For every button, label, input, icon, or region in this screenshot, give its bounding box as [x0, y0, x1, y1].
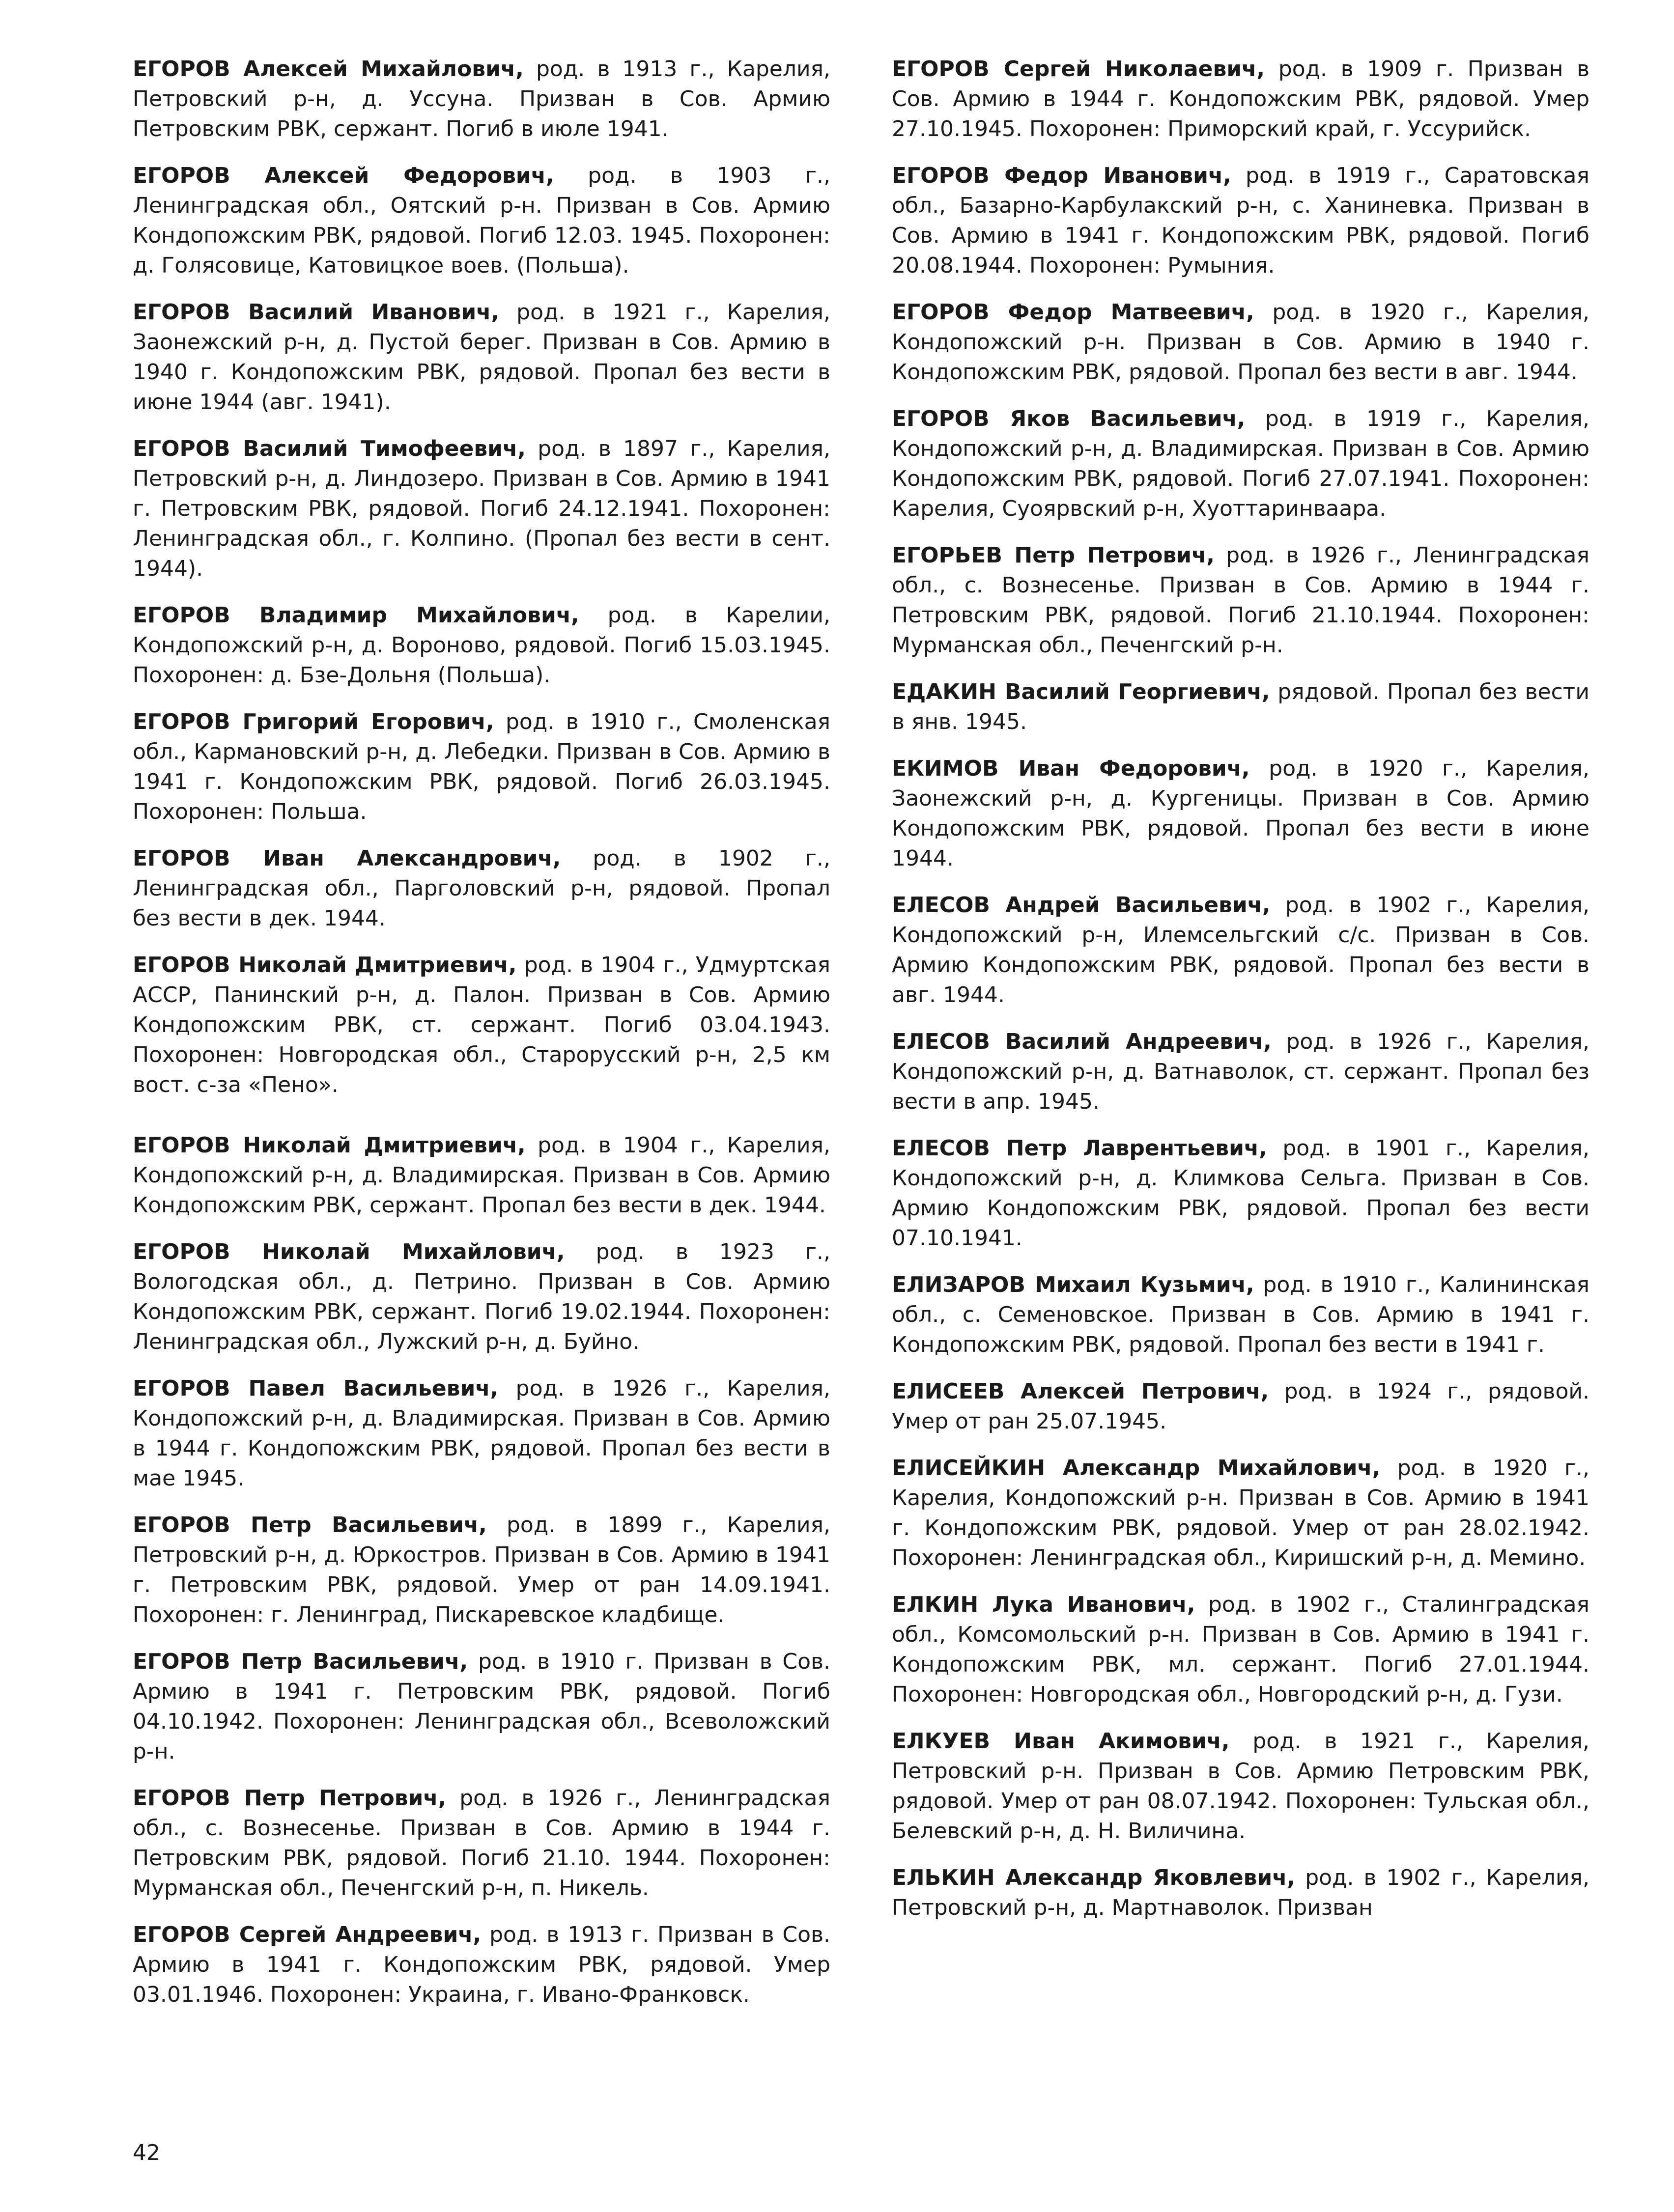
entry-text: род. в 1902 г., Карелия, Петровский р-н, д. Мартнаволок. Призван: [892, 1865, 1590, 1920]
entry-text: род. в 1904 г., Карелия, Кондопожский р-н, д. Владимирская. Призван в Сов. Армию Кондопожским РВК, сержант. Пропал без вести в дек. 1944.: [133, 1133, 830, 1218]
entry-name: ЕЛИЗАРОВ Михаил Кузьмич,: [892, 1272, 1254, 1297]
entry: [133, 1510, 830, 1630]
entry-name: ЕЛЕСОВ Андрей Васильевич,: [892, 893, 1271, 918]
entry-text: рядовой. Пропал без вести в янв. 1945.: [892, 679, 1590, 734]
entry-text: род. в 1903 г., Ленинградская обл., Оятский р-н. Призван в Сов. Армию Кондопожским РВК, рядовой. Погиб 12.03. 1945. Похоронен: д. Голясовице, Катовицкое воев. (Польша).: [133, 163, 831, 278]
entry: [892, 754, 1589, 873]
entry-text: род. в 1926 г., Ленинградская обл., с. Вознесенье. Призван в Сов. Армию в 1944 г. Петровским РВК, рядовой. Погиб 21.10.1944. Похоронен: Мурманская обл., Печенгский р-н.: [892, 543, 1589, 658]
entry: [892, 677, 1589, 737]
entry: [892, 1270, 1589, 1360]
entry: [892, 1726, 1589, 1846]
entry: [892, 1590, 1589, 1709]
entry: [892, 404, 1589, 524]
left-column: [133, 54, 830, 2026]
entry-name: ЕГОРОВ Петр Васильевич,: [133, 1512, 487, 1538]
entry-text: род. в 1910 г., Калининская обл., с. Семеновское. Призван в Сов. Армию в 1941 г. Кондопожским РВК, рядовой. Пропал без вести в 1941 г.: [892, 1272, 1590, 1357]
entry-name: ЕГОРОВ Федор Иванович,: [892, 163, 1231, 188]
entry-text: род. в 1920 г., Карелия, Заонежский р-н, д. Кургеницы. Призван в Сов. Армию Кондопожским РВК, рядовой. Пропал без вести в июне 1944.: [892, 756, 1590, 871]
entry-text: род. в 1913 г., Карелия, Петровский р-н, д. Уссуна. Призван в Сов. Армию Петровским РВК, сержант. Погиб в июле 1941.: [133, 56, 830, 141]
entry: [133, 1647, 830, 1766]
entry-name: ЕГОРОВ Яков Васильевич,: [892, 406, 1246, 431]
entry-text: род. в 1921 г., Карелия, Заонежский р-н, д. Пустой берег. Призван в Сов. Армию в 1940 г. Кондопожским РВК, рядовой. Пропал без вести в июне 1944 (авг. 1941).: [133, 300, 831, 415]
entry-text: род. в 1920 г., Карелия, Кондопожский р-н. Призван в Сов. Армию в 1940 г. Кондопожским РВК, рядовой. Пропал без вести в авг. 1944.: [892, 300, 1589, 385]
entry: [133, 54, 830, 144]
entry: [133, 1237, 830, 1357]
entry: [892, 1453, 1589, 1573]
page-number: 42: [133, 2140, 160, 2165]
entry-text: род. в 1902 г., Карелия, Кондопожский р-н, Илемсельгский с/с. Призван в Сов. Армию Кондопожским РВК, рядовой. Пропал без вести в авг. 1944.: [892, 893, 1590, 1008]
entry: [133, 1373, 830, 1493]
entry-name: ЕГОРОВ Петр Петрович,: [133, 1786, 447, 1811]
entry-text: род. в 1923 г., Вологодская обл., д. Петрино. Призван в Сов. Армию Кондопожским РВК, сержант. Погиб 19.02.1944. Похоронен: Ленинградская обл., Лужский р-н, д. Буйно.: [133, 1239, 831, 1354]
entry: [892, 1863, 1589, 1923]
entry-text: род. в 1910 г. Призван в Сов. Армию в 1941 г. Петровским РВК, рядовой. Погиб 04.10.1942. Похоронен: Ленинградская обл., Всеволожский р-н.: [133, 1649, 830, 1764]
entry-name: ЕГОРОВ Василий Иванович,: [133, 300, 500, 325]
entry-name: ЕДАКИН Василий Георгиевич,: [892, 679, 1270, 704]
entry: [892, 1027, 1589, 1117]
entry: [133, 707, 830, 827]
entry-text: род. в 1909 г. Призван в Сов. Армию в 1944 г. Кондопожским РВК, рядовой. Умер 27.10.1945. Похоронен: Приморский край, г. Уссурийск.: [892, 56, 1589, 141]
entry-name: ЕКИМОВ Иван Федорович,: [892, 756, 1250, 781]
right-column: [892, 54, 1589, 1939]
entry-name: ЕЛЬКИН Александр Яковлевич,: [892, 1865, 1296, 1890]
entry-text: род. в 1913 г. Призван в Сов. Армию в 1941 г. Кондопожским РВК, рядовой. Умер 03.01.1946. Похоронен: Украина, г. Ивано-Франковск.: [133, 1922, 830, 2007]
entry: [892, 1376, 1589, 1436]
entry: [133, 297, 830, 417]
entry-name: ЕГОРОВ Николай Дмитриевич,: [133, 952, 517, 978]
entry-name: ЕЛИСЕЙКИН Александр Михайлович,: [892, 1456, 1381, 1481]
entry: [133, 600, 830, 690]
entry-name: ЕГОРОВ Григорий Егорович,: [133, 709, 494, 734]
entry-name: ЕГОРОВ Федор Матвеевич,: [892, 300, 1254, 325]
entry-text: род. в 1926 г., Карелия, Кондопожский р-н, д. Ватнаволок, ст. сержант. Пропал без вести в апр. 1945.: [892, 1029, 1589, 1114]
entry-name: ЕГОРОВ Сергей Николаевич,: [892, 56, 1265, 82]
entry-text: род. в 1897 г., Карелия, Петровский р-н, д. Линдозеро. Призван в Сов. Армию в 1941 г. Петровским РВК, рядовой. Погиб 24.12.1941. Похоронен: Ленинградская обл., г. Колпино. (Пропал без вести в сент. 1944).: [133, 436, 831, 581]
entry-text: род. в 1921 г., Карелия, Петровский р-н. Призван в Сов. Армию Петровским РВК, рядовой. Умер от ран 08.07.1942. Похоронен: Тульская обл., Белевский р-н, д. Н. Виличина.: [892, 1729, 1590, 1844]
entry: [892, 890, 1589, 1010]
entry: [133, 1920, 830, 2010]
entry-name: ЕГОРОВ Сергей Андреевич,: [133, 1922, 482, 1947]
entry: [892, 540, 1589, 660]
entry-text: род. в 1920 г., Карелия, Кондопожский р-н. Призван в Сов. Армию в 1941 г. Кондопожским РВК, рядовой. Умер от ран 28.02.1942. Похоронен: Ленинградская обл., Киришский р-н, д. Мемино.: [892, 1456, 1590, 1570]
entry: [892, 1133, 1589, 1253]
entry-name: ЕГОРОВ Алексей Федорович,: [133, 163, 554, 188]
entry-text: род. в 1926 г., Карелия, Кондопожский р-н, д. Владимирская. Призван в Сов. Армию в 1944 г. Кондопожским РВК, рядовой. Пропал без вести в мае 1945.: [133, 1376, 830, 1491]
entry-name: ЕГОРОВ Иван Александрович,: [133, 846, 561, 871]
entry-text: род. в 1919 г., Карелия, Кондопожский р-н, д. Владимирская. Призван в Сов. Армию Кондопожским РВК, рядовой. Погиб 27.07.1941. Похоронен: Карелия, Суоярвский р-н, Хуоттаринваара.: [892, 406, 1589, 521]
entry-name: ЕЛЕСОВ Петр Лаврентьевич,: [892, 1136, 1267, 1161]
entry-text: род. в Карелии, Кондопожский р-н, д. Вороново, рядовой. Погиб 15.03.1945. Похоронен: д. Бзе-Дольня (Польша).: [133, 603, 830, 688]
entry-name: ЕГОРОВ Павел Васильевич,: [133, 1376, 499, 1401]
entry: [892, 161, 1589, 280]
entry-text: род. в 1902 г., Ленинградская обл., Парголовский р-н, рядовой. Пропал без вести в дек. 1944.: [133, 846, 830, 931]
entry-name: ЕЛКИН Лука Иванович,: [892, 1592, 1195, 1617]
entry: [133, 950, 830, 1100]
entry: [892, 54, 1589, 144]
entry-name: ЕГОРОВ Алексей Михайлович,: [133, 56, 524, 82]
entry-text: род. в 1924 г., рядовой. Умер от ран 25.07.1945.: [892, 1379, 1589, 1434]
entry: [133, 434, 830, 584]
entry: [133, 843, 830, 933]
entry-text: род. в 1902 г., Сталинградская обл., Комсомольский р-н. Призван в Сов. Армию в 1941 г. Кондопожским РВК, мл. сержант. Погиб 27.01.1944. Похоронен: Новгородская обл., Новгородский р-н, д. Гузи.: [892, 1592, 1589, 1707]
entry-text: род. в 1901 г., Карелия, Кондопожский р-н, д. Климкова Сельга. Призван в Сов. Армию Кондопожским РВК, рядовой. Пропал без вести 07.10.1941.: [892, 1136, 1590, 1251]
entry-name: ЕГОРОВ Василий Тимофеевич,: [133, 436, 526, 461]
entry-name: ЕГОРЬЕВ Петр Петрович,: [892, 543, 1215, 568]
entry-text: род. в 1926 г., Ленинградская обл., с. Вознесенье. Призван в Сов. Армию в 1944 г. Петровским РВК, рядовой. Погиб 21.10. 1944. Похоронен: Мурманская обл., Печенгский р-н, п. Никель.: [133, 1786, 830, 1901]
entry: [133, 1783, 830, 1903]
entry-name: ЕГОРОВ Николай Михайлович,: [133, 1239, 565, 1264]
entry: [892, 297, 1589, 387]
entry: [133, 1130, 830, 1220]
entry-text: род. в 1904 г., Удмуртская АССР, Панинский р-н, д. Палон. Призван в Сов. Армию Кондопожским РВК, ст. сержант. Погиб 03.04.1943. Похоронен: Новгородская обл., Старорусский р-н, 2,5 км вост. с-за «Пено».: [133, 952, 830, 1097]
entry: [133, 161, 830, 280]
entry-text: род. в 1899 г., Карелия, Петровский р-н, д. Юркостров. Призван в Сов. Армию в 1941 г. Петровским РВК, рядовой. Умер от ран 14.09.1941. Похоронен: г. Ленинград, Пискаревское кладбище.: [133, 1512, 831, 1627]
entry-text: род. в 1919 г., Саратовская обл., Базарно-Карбулакский р-н, с. Ханиневка. Призван в Сов. Армию в 1941 г. Кондопожским РВК, рядовой. Погиб 20.08.1944. Похоронен: Румыния.: [892, 163, 1589, 278]
entry-name: ЕГОРОВ Петр Васильевич,: [133, 1649, 468, 1674]
entry-text: род. в 1910 г., Смоленская обл., Кармановский р-н, д. Лебедки. Призван в Сов. Армию в 1941 г. Кондопожским РВК, рядовой. Погиб 26.03.1945. Похоронен: Польша.: [133, 709, 831, 824]
entry-name: ЕЛИСЕЕВ Алексей Петрович,: [892, 1379, 1269, 1404]
entry-name: ЕЛКУЕВ Иван Акимович,: [892, 1729, 1230, 1754]
entry-name: ЕЛЕСОВ Василий Андреевич,: [892, 1029, 1272, 1054]
entry-name: ЕГОРОВ Владимир Михайлович,: [133, 603, 579, 628]
entry-name: ЕГОРОВ Николай Дмитриевич,: [133, 1133, 526, 1158]
